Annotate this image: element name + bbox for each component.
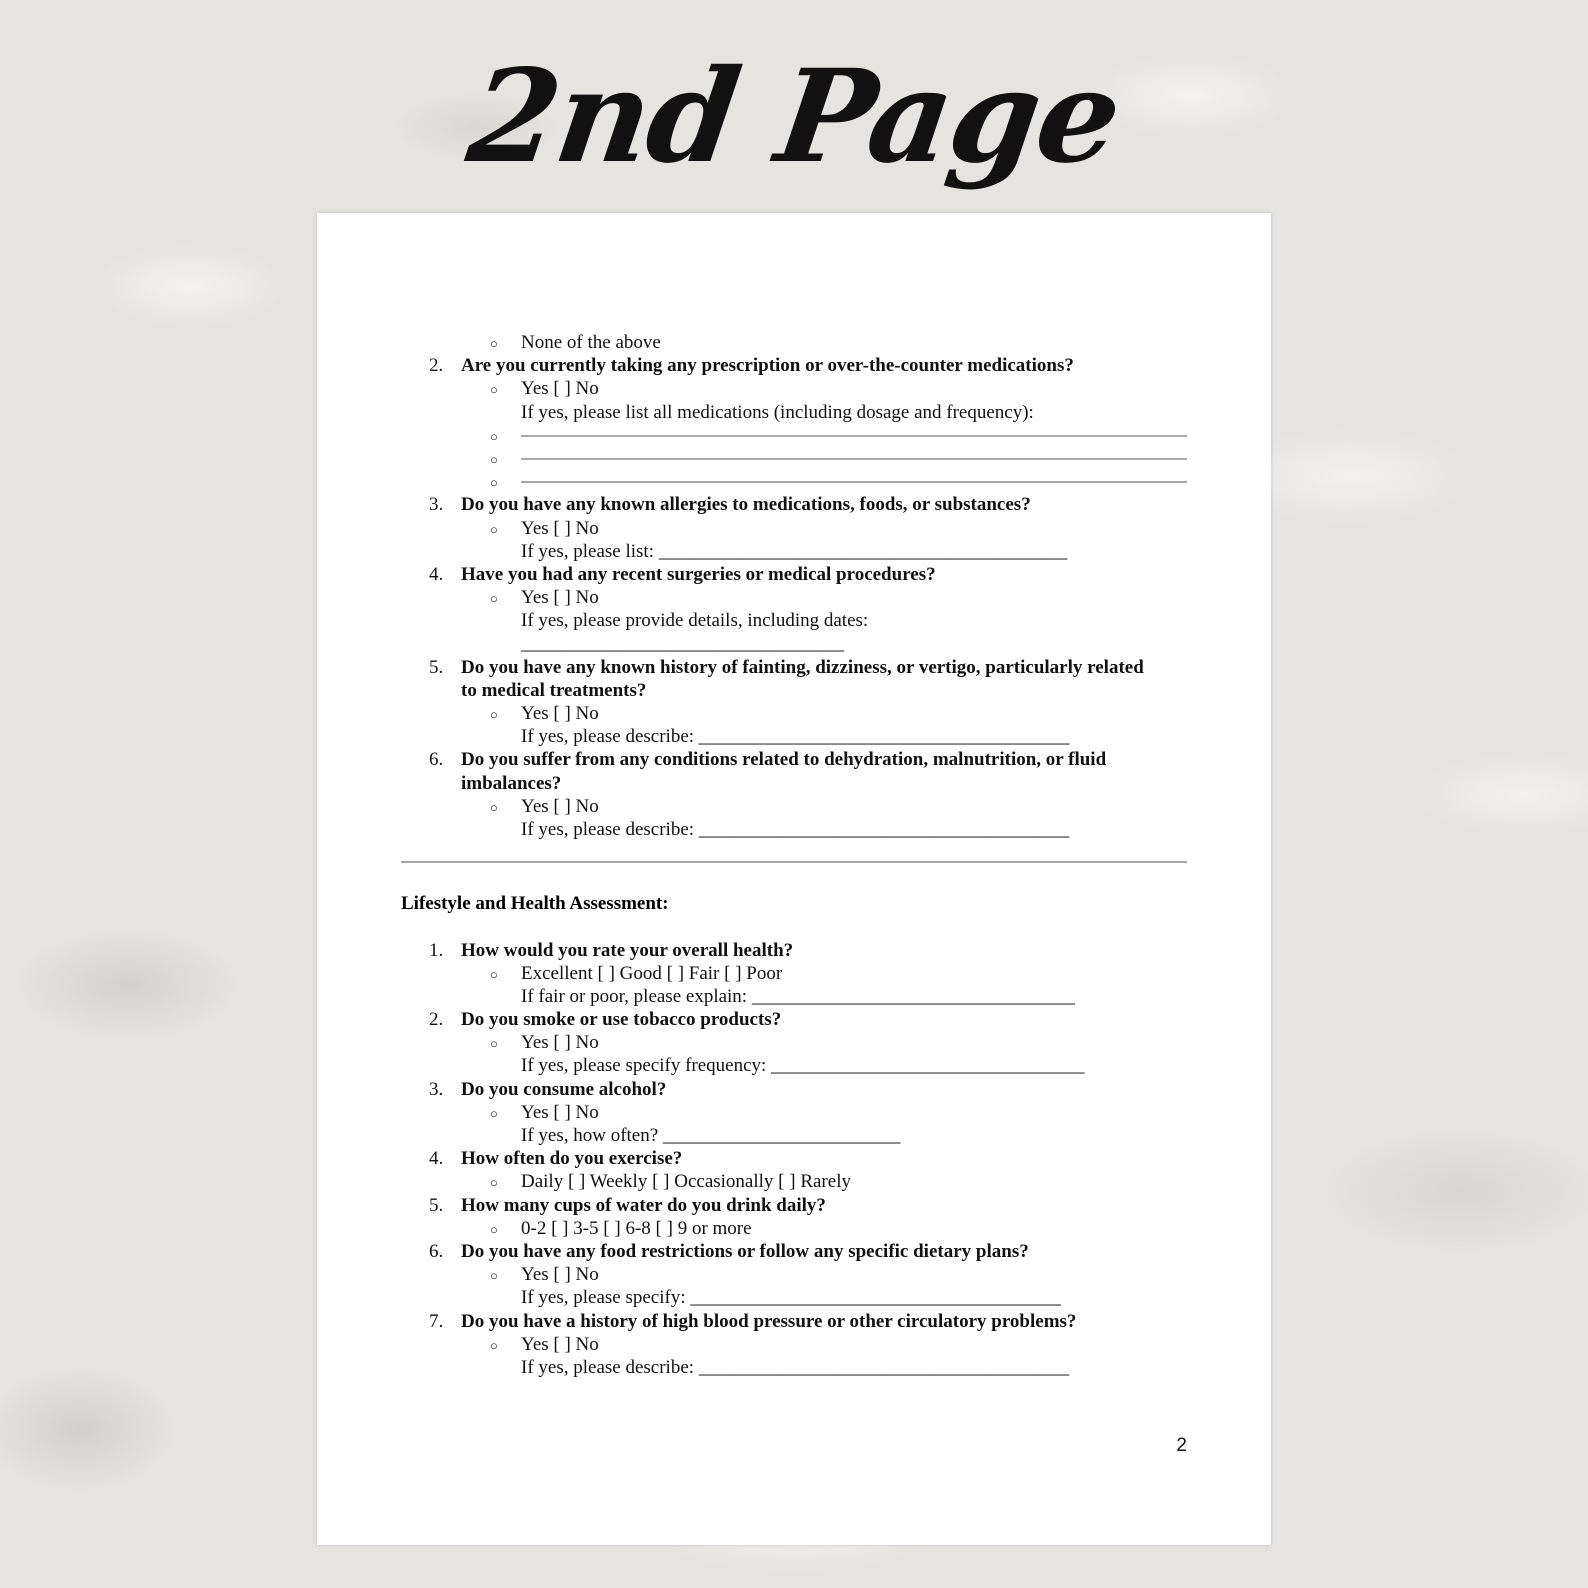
question-text: Do you smoke or use tobacco products? — [461, 1009, 782, 1031]
circle-bullet-icon: ○ — [490, 1105, 498, 1121]
circle-bullet-icon: ○ — [490, 1337, 498, 1353]
note-line[interactable] — [401, 1054, 1187, 1077]
question-text: How would you rate your overall health? — [461, 939, 794, 961]
note-blank: __________________________________ — [521, 633, 844, 655]
option-text: Yes [ ] No — [521, 1264, 599, 1286]
question-text: How often do you exercise? — [461, 1148, 683, 1170]
option-line[interactable] — [401, 586, 1187, 609]
option-line[interactable] — [401, 702, 1187, 725]
circle-bullet-icon: ○ — [490, 475, 498, 491]
option-line[interactable] — [401, 1101, 1187, 1124]
question-number: 3. — [429, 1078, 444, 1100]
page-heading: 2nd Page — [460, 42, 1128, 192]
circle-bullet-icon: ○ — [490, 1036, 498, 1052]
option-text: Yes [ ] No — [521, 1333, 599, 1355]
note-text: If yes, please describe: _______________________________________ — [521, 818, 1070, 840]
question-number: 6. — [429, 1240, 444, 1262]
option-line[interactable] — [401, 962, 1187, 985]
question-number: 2. — [429, 355, 444, 377]
option-line[interactable] — [401, 795, 1187, 818]
question-line — [401, 1008, 1187, 1031]
question-text: imbalances? — [461, 772, 562, 794]
spacer — [401, 915, 1187, 938]
question-text: Do you suffer from any conditions related to dehydration, malnutrition, or fluid — [461, 749, 1107, 771]
question-line — [401, 1078, 1187, 1101]
circle-bullet-icon: ○ — [490, 1221, 498, 1237]
note-line — [401, 609, 1187, 632]
blank-rule — [521, 481, 1187, 483]
answer-line[interactable] — [401, 424, 1187, 447]
option-text: 0-2 [ ] 3-5 [ ] 6-8 [ ] 9 or more — [521, 1217, 752, 1239]
note-line[interactable] — [401, 725, 1187, 748]
circle-bullet-icon: ○ — [490, 382, 498, 398]
option-line[interactable] — [401, 1263, 1187, 1286]
option-text: Yes [ ] No — [521, 1101, 599, 1123]
question-line — [401, 493, 1187, 516]
circle-bullet-icon: ○ — [490, 1268, 498, 1284]
question-number: 5. — [429, 1194, 444, 1216]
question-line-continued — [401, 772, 1187, 795]
question-number: 7. — [429, 1310, 444, 1332]
circle-bullet-icon: ○ — [490, 591, 498, 607]
blank-rule — [521, 458, 1187, 460]
option-text: Yes [ ] No — [521, 703, 599, 724]
note-text: If yes, please describe: _______________________________________ — [521, 726, 1070, 748]
note-text: If yes, how often? _________________________ — [521, 1125, 901, 1146]
note-line[interactable] — [401, 1124, 1187, 1147]
question-number: 6. — [429, 749, 444, 771]
option-text: Yes [ ] No — [521, 378, 599, 400]
option-text: Yes [ ] No — [521, 1032, 599, 1054]
answer-line[interactable] — [401, 447, 1187, 470]
option-line[interactable] — [401, 1031, 1187, 1054]
form-content — [401, 331, 1187, 1379]
option-text: Yes [ ] No — [521, 587, 599, 609]
question-line-continued — [401, 679, 1187, 702]
option-line[interactable] — [401, 377, 1187, 400]
question-line — [401, 1194, 1187, 1217]
option-text: None of the above — [521, 332, 661, 353]
question-number: 1. — [429, 939, 444, 961]
note-line — [401, 401, 1187, 424]
option-line[interactable] — [401, 1170, 1187, 1193]
question-text: Are you currently taking any prescription or over-the-counter medications? — [461, 355, 1074, 377]
question-text: Do you consume alcohol? — [461, 1078, 667, 1100]
circle-bullet-icon: ○ — [490, 1175, 498, 1191]
option-text: Yes [ ] No — [521, 795, 599, 817]
note-line[interactable] — [401, 818, 1187, 841]
question-number: 5. — [429, 656, 444, 678]
question-number: 4. — [429, 563, 444, 585]
question-text: Do you have any known history of fainting, dizziness, or vertigo, particularly related — [461, 656, 1144, 678]
circle-bullet-icon: ○ — [490, 799, 498, 815]
question-text: How many cups of water do you drink daily? — [461, 1194, 826, 1216]
note-text: If yes, please specify: _______________________________________ — [521, 1287, 1061, 1309]
question-line — [401, 939, 1187, 962]
option-line[interactable] — [401, 517, 1187, 540]
note-line[interactable] — [401, 1356, 1187, 1379]
question-line — [401, 656, 1187, 679]
circle-bullet-icon: ○ — [490, 521, 498, 537]
option-line — [401, 331, 1187, 354]
option-text: Yes [ ] No — [521, 517, 599, 539]
question-text: to medical treatments? — [461, 679, 647, 701]
document-page — [317, 213, 1271, 1545]
note-text: If fair or poor, please explain: __________________________________ — [521, 985, 1075, 1007]
question-text: Have you had any recent surgeries or medical procedures? — [461, 563, 936, 585]
circle-bullet-icon: ○ — [490, 336, 498, 351]
option-text: Excellent [ ] Good [ ] Fair [ ] Poor — [521, 962, 783, 984]
question-line — [401, 354, 1187, 377]
question-number: 3. — [429, 494, 444, 516]
section-divider — [401, 861, 1187, 863]
question-line — [401, 748, 1187, 771]
page-number: 2 — [1176, 1435, 1187, 1456]
question-line — [401, 563, 1187, 586]
blank-rule — [521, 435, 1187, 437]
option-text: Daily [ ] Weekly [ ] Occasionally [ ] Rarely — [521, 1171, 851, 1193]
option-line[interactable] — [401, 1333, 1187, 1356]
question-text: Do you have any known allergies to medications, foods, or substances? — [461, 494, 1031, 516]
question-number: 4. — [429, 1148, 444, 1170]
question-text: Do you have any food restrictions or follow any specific dietary plans? — [461, 1240, 1029, 1262]
question-number: 2. — [429, 1009, 444, 1031]
answer-line[interactable] — [401, 470, 1187, 493]
question-line — [401, 1240, 1187, 1263]
circle-bullet-icon: ○ — [490, 966, 498, 982]
note-text: If yes, please list all medications (including dosage and frequency): — [521, 401, 1034, 423]
option-line[interactable] — [401, 1217, 1187, 1240]
note-text: If yes, please provide details, including dates: — [521, 610, 869, 632]
note-line[interactable] — [401, 632, 1187, 655]
question-line — [401, 1147, 1187, 1170]
note-line[interactable] — [401, 1286, 1187, 1309]
question-text: Do you have a history of high blood pressure or other circulatory problems? — [461, 1310, 1077, 1332]
question-line — [401, 1310, 1187, 1333]
circle-bullet-icon: ○ — [490, 428, 498, 444]
section-heading: Lifestyle and Health Assessment: — [401, 893, 669, 915]
note-line[interactable] — [401, 540, 1187, 563]
circle-bullet-icon: ○ — [490, 451, 498, 467]
note-line[interactable] — [401, 985, 1187, 1008]
note-text: If yes, please specify frequency: _________________________________ — [521, 1055, 1085, 1077]
circle-bullet-icon: ○ — [490, 707, 498, 722]
note-text: If yes, please list: ___________________________________________ — [521, 540, 1068, 562]
note-text: If yes, please describe: _______________________________________ — [521, 1356, 1070, 1378]
